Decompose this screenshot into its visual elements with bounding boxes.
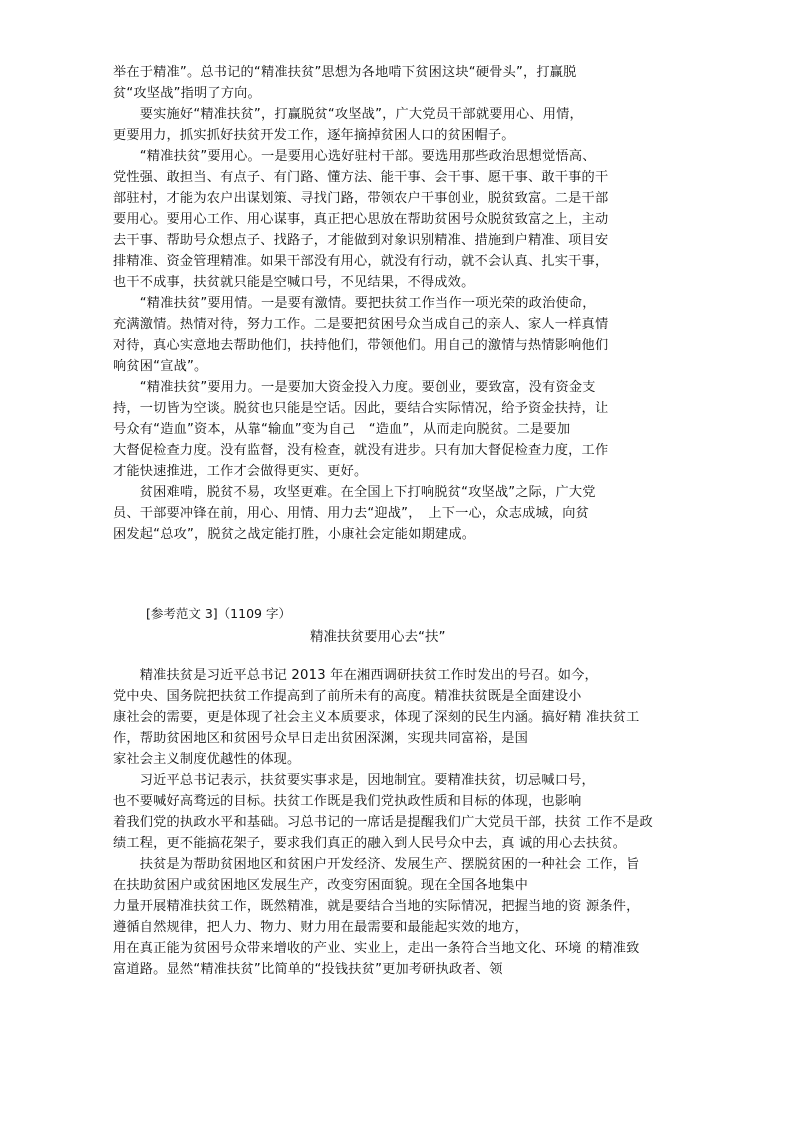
text-line: 也不要喊好高骛远的目标。扶贫工作既是我们党执政性质和目标的体现，也影响: [113, 794, 582, 809]
text-line: 困发起“总攻”，脱贫之战定能打胜，小康社会定能如期建成。: [113, 527, 476, 542]
text-line: 扶贫是为帮助贫困地区和贫困户开发经济、发展生产、摆脱贫困的一种社会 工作，旨: [113, 857, 640, 872]
text-line: 遵循自然规律，把人力、物力、财力用在最需要和最能起实效的地方，: [113, 920, 529, 935]
text-line: 才能快速推进，工作才会做得更实、更好。: [113, 464, 368, 479]
text-line: 在扶助贫困户或贫困地区发展生产，改变穷困面貌。现在全国各地集中: [113, 878, 529, 893]
essay-title: 精准扶贫要用心去“扶”: [310, 629, 446, 645]
text-line: 员、干部要冲锋在前，用心、用情、用力去“迎战”， 上下一心，众志成城，向贫: [113, 506, 590, 521]
text-line: 用在真正能为贫困号众带来增收的产业、实业上，走出一条符合当地文化、环境 的精准致: [113, 941, 640, 956]
text-line: 党性强、敢担当、有点子、有门路、懂方法、能干事、会干事、愿干事、敢干事的干: [113, 170, 609, 185]
text-line: 富道路。显然“精准扶贫”比简单的“投钱扶贫”更加考研执政者、领: [113, 962, 503, 977]
text-line: 家社会主义制度优越性的体现。: [113, 752, 301, 767]
text-line: 绩工程，更不能搞花架子，要求我们真正的融入到人民号众中去，真 诚的用心去扶贫。: [113, 836, 627, 851]
text-line: 举在于精准”。总书记的“精准扶贫”思想为各地啃下贫困这块“硬骨头”，打赢脱: [113, 65, 577, 80]
text-line: 要实施好“精准扶贫”，打赢脱贫“攻坚战”，广大党员干部就要用心、用情，: [113, 107, 583, 122]
text-line: 贫“攻坚战”指明了方向。: [113, 86, 261, 101]
text-line: 要用心。要用心工作、用心谋事，真正把心思放在帮助贫困号众脱贫致富之上，主动: [113, 212, 609, 227]
text-line: 作，帮助贫困地区和贫困号众早日走出贫困深渊，实现共同富裕，是国: [113, 731, 529, 746]
text-line: 力量开展精准扶贫工作，既然精准，就是要结合当地的实际情况，把握当地的资 源条件，: [113, 899, 640, 914]
text-line: “精准扶贫”要用力。一是要加大资金投入力度。要创业，要致富，没有资金支: [113, 380, 596, 395]
text-line: 排精准、资金管理精准。如果干部没有用心，就没有行动，就不会认真、扎实干事，: [113, 254, 609, 269]
text-line: 贫困难啃，脱贫不易，攻坚更难。在全国上下打响脱贫“攻坚战”之际，广大党: [113, 485, 596, 500]
text-line: “精准扶贫”要用心。一是要用心选好驻村干部。要选用那些政治思想觉悟高、: [113, 149, 596, 164]
text-line: 党中央、国务院把扶贫工作提高到了前所未有的高度。精准扶贫既是全面建设小: [113, 689, 582, 704]
text-line: “精准扶贫”要用情。一是要有激情。要把扶贫工作当作一项光荣的政治使命，: [113, 296, 596, 311]
text-line: 响贫困“宣战”。: [113, 359, 208, 374]
text-line: 去干事、帮助号众想点子、找路子，才能做到对象识别精准、措施到户精准、项目安: [113, 233, 609, 248]
text-line: 大督促检查力度。没有监督，没有检查，就没有进步。只有加大督促检查力度，工作: [113, 443, 609, 458]
reference-label: [参考范文 3]（1109 字）: [146, 606, 291, 621]
text-line: 持，一切皆为空谈。脱贫也只能是空话。因此，要结合实际情况，给予资金扶持，让: [113, 401, 609, 416]
text-line: 精准扶贫是习近平总书记 2013 年在湘西调研扶贫工作时发出的号召。如今，: [113, 668, 598, 683]
text-line: 更要用力，抓实抓好扶贫开发工作，逐年摘掉贫困人口的贫困帽子。: [113, 128, 515, 143]
text-line: 充满激情。热情对待，努力工作。二是要把贫困号众当成自己的亲人、家人一样真情: [113, 317, 609, 332]
text-line: 部驻村，才能为农户出谋划策、寻找门路，带领农户干事创业，脱贫致富。二是干部: [113, 191, 609, 206]
text-line: 号众有“造血”资本，从靠“输血”变为自己 “造血”，从而走向脱贫。二是要加: [113, 422, 571, 437]
text-line: 对待，真心实意地去帮助他们，扶持他们，带领他们。用自己的激情与热情影响他们: [113, 338, 609, 353]
text-line: 着我们党的执政水平和基础。习总书记的一席话是提醒我们广大党员干部，扶贫 工作不是政: [113, 815, 653, 830]
text-line: 也干不成事，扶贫就只能是空喊口号，不见结果，不得成效。: [113, 275, 475, 290]
text-line: 康社会的需要，更是体现了社会主义本质要求，体现了深刻的民生内涵。搞好精 准扶贫工: [113, 710, 640, 725]
text-line: 习近平总书记表示，扶贫要实事求是，因地制宜。要精准扶贫，切忌喊口号，: [113, 773, 595, 788]
